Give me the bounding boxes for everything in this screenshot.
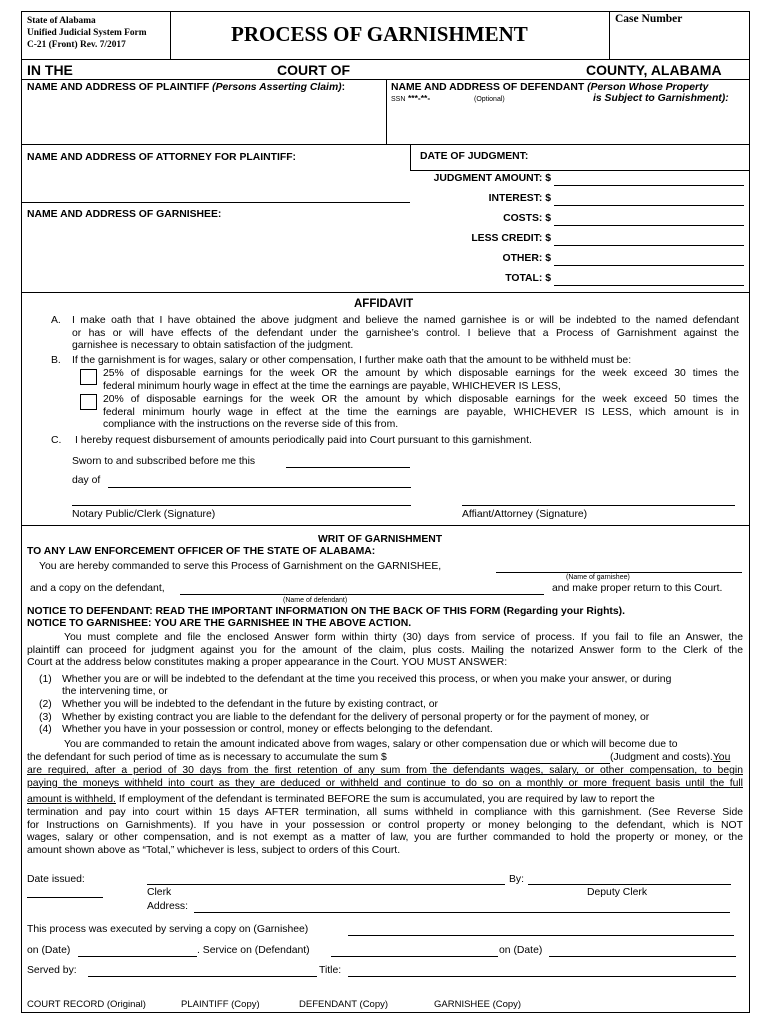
- answer-item-4-num: (4): [39, 724, 52, 735]
- court-of-label: COURT OF: [277, 62, 351, 78]
- total-label: TOTAL: $: [505, 273, 551, 284]
- title-input[interactable]: [348, 976, 736, 977]
- party-divider: [386, 79, 387, 144]
- plaintiff-label: NAME AND ADDRESS OF PLAINTIFF (Persons Asserting Claim):: [27, 82, 346, 93]
- service-defendant-label: . Service on (Defendant): [197, 945, 310, 956]
- option-25-text: [103, 368, 739, 393]
- deputy-clerk-label: Deputy Clerk: [587, 887, 648, 898]
- deputy-signature-line[interactable]: [528, 884, 731, 885]
- clerk-signature-line[interactable]: [147, 884, 505, 885]
- served-by-label: Served by:: [27, 965, 77, 976]
- notice-to-defendant: NOTICE TO DEFENDANT: READ THE IMPORTANT INFORMATION ON THE BACK OF THIS FORM (Regarding your Rights).: [27, 606, 626, 617]
- amount-divider: [410, 144, 411, 170]
- form-number: C-21 (Front) Rev. 7/2017: [27, 40, 126, 50]
- other-input[interactable]: [554, 265, 744, 266]
- date-of-judgment-input[interactable]: [545, 148, 745, 164]
- judgment-amount-input[interactable]: [554, 185, 744, 186]
- defendant-name-input[interactable]: [180, 594, 544, 595]
- less-credit-label: LESS CREDIT: $: [471, 233, 551, 244]
- affidavit-a-line-1: I make oath that I have obtained the above judgment and believe the named garnishee is or will be indebted to the named defendant: [72, 315, 739, 326]
- ssn-optional: (Optional): [474, 96, 505, 103]
- option-20-line-2: federal minimum hourly wage in effect at the time the earnings are payable, WHICHEVER IS LESS, which amount is in: [103, 406, 739, 418]
- affiant-signature-label: Affiant/Attorney (Signature): [462, 509, 588, 520]
- retain-rest-line-3: wages, salary or other compensation, and is not exempt as a matter of law, you are further commanded to hold the property or money, or the: [27, 832, 743, 844]
- attorney-rule: [21, 202, 410, 203]
- retain-paragraph-rest: [27, 807, 743, 857]
- other-label: OTHER: $: [502, 253, 551, 264]
- judgment-costs-input[interactable]: [430, 763, 610, 764]
- copy-garnishee: GARNISHEE (Copy): [434, 999, 522, 1010]
- garnishee-name-input[interactable]: [496, 572, 742, 573]
- answer-item-2-text: Whether you will be indebted to the defendant in the future by existing contract, or: [62, 699, 439, 710]
- by-label: By:: [509, 874, 525, 885]
- day-of-text: day of: [72, 475, 101, 486]
- garnishee-input[interactable]: [25, 222, 405, 288]
- copy-defendant: DEFENDANT (Copy): [299, 999, 389, 1010]
- copy-on-text: and a copy on the defendant,: [30, 583, 165, 594]
- answer-paragraph: [27, 632, 743, 670]
- on-date-2-label: on (Date): [499, 945, 543, 956]
- answer-item-1-cont: the intervening time, or: [62, 686, 168, 697]
- system-name: Unified Judicial System Form: [27, 28, 147, 38]
- name-of-garnishee-caption: (Name of garnishee): [566, 574, 630, 581]
- option-25-checkbox[interactable]: [80, 369, 97, 385]
- county-label: COUNTY, ALABAMA: [586, 62, 722, 78]
- affidavit-b-text: If the garnishment is for wages, salary or other compensation, I further make oath that the amount to be withheld must be:: [72, 355, 632, 366]
- judgment-and-costs: (Judgment and costs).You: [610, 752, 731, 763]
- total-input[interactable]: [554, 285, 744, 286]
- address-input[interactable]: [194, 912, 730, 913]
- option-20-line-3: compliance with the instructions on the reverse side of this from.: [103, 419, 399, 431]
- costs-input[interactable]: [554, 225, 744, 226]
- writ-addressee: TO ANY LAW ENFORCEMENT OFFICER OF THE STATE OF ALABAMA:: [27, 546, 376, 557]
- on-date-input[interactable]: [78, 956, 197, 957]
- copy-plaintiff: PLAINTIFF (Copy): [181, 999, 260, 1010]
- defendant-label: NAME AND ADDRESS OF DEFENDANT (Person Whose Property: [391, 82, 709, 93]
- judgment-date-rule: [410, 170, 750, 171]
- copy-court-record: COURT RECORD (Original): [27, 999, 146, 1010]
- jurisdiction: State of Alabama: [27, 16, 96, 26]
- sworn-text: Sworn to and subscribed before me this: [72, 456, 256, 467]
- header-divider-2: [609, 11, 610, 59]
- retain-paragraph-line-2: the defendant for such period of time as is necessary to accumulate the sum $: [27, 752, 387, 763]
- attorney-input[interactable]: [25, 166, 405, 200]
- ssn-label: SSN: [391, 96, 406, 103]
- retain-rest-line-2: for Instructions on Garnishments). If you have in your possession or control property or money belonging to the defendant, which is NOT: [27, 819, 743, 831]
- retain-paragraph-line-5: amount is withheld. If employment of the defendant is terminated BEFORE the sum is accumulated, you are required by law to report the: [27, 794, 655, 805]
- day-of-input[interactable]: [108, 487, 411, 488]
- affidavit-a-line-2: or has or will have effects of the defendant under the garnishee’s control. I believe that a Process of Garnishment against the: [72, 327, 739, 339]
- plaintiff-input[interactable]: [25, 96, 383, 142]
- affidavit-a-marker: A.: [51, 315, 61, 326]
- sworn-day-input[interactable]: [286, 467, 410, 468]
- answer-line-2: plaintiff can proceed for judgment against you for the amount of the claim, plus costs. Mailing the notarized Answer form to the Clerk of the: [27, 644, 743, 656]
- affidavit-top-rule: [21, 292, 750, 293]
- date-issued-input[interactable]: [27, 897, 103, 898]
- party-bottom-rule: [21, 144, 750, 145]
- in-the-label: IN THE: [27, 62, 73, 78]
- page-title: PROCESS OF GARNISHMENT: [231, 22, 528, 46]
- retain-underlined-line-1: are required, after a period of 30 days from the first retention of any sum from the defendants wages, salary, or other compensation, to begin: [27, 765, 743, 776]
- affidavit-b-marker: B.: [51, 355, 61, 366]
- writ-title: WRIT OF GARNISHMENT: [318, 534, 443, 545]
- less-credit-input[interactable]: [554, 245, 744, 246]
- interest-label: INTEREST: $: [488, 193, 551, 204]
- interest-input[interactable]: [554, 205, 744, 206]
- option-25-line-2: federal minimum hourly wage in effect at the time the earnings are payable, WHICHEVER IS LESS,: [103, 380, 561, 392]
- option-20-text: [103, 394, 739, 432]
- retain-underlined-line-2: paying the moneys withheld into court as they are deduced or withheld and continue to do so on a monthly or more frequent basis until the full: [27, 777, 743, 789]
- answer-item-4-text: Whether you have in your possession or control, money or effects belonging to the defendant.: [62, 724, 493, 735]
- notary-signature-label: Notary Public/Clerk (Signature): [72, 509, 216, 520]
- on-date-2-input[interactable]: [549, 956, 736, 957]
- served-by-input[interactable]: [88, 976, 317, 977]
- costs-label: COSTS: $: [503, 213, 551, 224]
- affidavit-a-line-3: garnishee is necessary to obtain satisfaction of the judgment.: [72, 340, 354, 352]
- retain-rest-line-1: termination and pay into court within 15 days AFTER termination, all sums withheld in compliance with this garnishment. (See Reverse Side: [27, 807, 743, 818]
- answer-line-1: You must complete and file the enclosed Answer form within thirty (30) days from service of process. If you fail to file an Answer, the: [64, 632, 743, 643]
- make-return-text: and make proper return to this Court.: [552, 583, 723, 594]
- date-issued-label: Date issued:: [27, 874, 85, 885]
- judgment-amount-label: JUDGMENT AMOUNT: $: [433, 173, 551, 184]
- affidavit-c-marker: C.: [51, 435, 62, 446]
- option-20-checkbox[interactable]: [80, 394, 97, 410]
- answer-line-3: Court at the address below constitutes making a proper appearance in the Court. YOU MUST ANSWER:: [27, 657, 508, 669]
- affidavit-c-text: I hereby request disbursement of amounts periodically paid into Court pursuant to this garnishment.: [75, 435, 532, 446]
- ssn-value: ***-**-: [408, 93, 431, 103]
- garnishee-label: NAME AND ADDRESS OF GARNISHEE:: [27, 209, 222, 220]
- option-25-line-1: 25% of disposable earnings for the week OR the amount by which disposable earnings for the week exceed 30 times the: [103, 368, 739, 379]
- address-label: Address:: [147, 901, 189, 912]
- date-of-judgment-label: DATE OF JUDGMENT:: [420, 151, 529, 162]
- affidavit-a-text: [72, 315, 739, 353]
- executed-garnishee-input[interactable]: [348, 935, 734, 936]
- affiant-signature-line[interactable]: [462, 505, 735, 506]
- case-number-label: Case Number: [615, 13, 683, 25]
- notary-signature-line[interactable]: [72, 505, 411, 506]
- case-number-input[interactable]: [612, 28, 747, 56]
- retain-paragraph-underlined: [27, 765, 743, 790]
- writ-commanded: You are hereby commanded to serve this Process of Garnishment on the GARNISHEE,: [39, 561, 442, 572]
- retain-paragraph-line-1: You are commanded to retain the amount indicated above from wages, salary or other compensation due or which will become due to: [64, 739, 678, 750]
- attorney-label: NAME AND ADDRESS OF ATTORNEY FOR PLAINTIFF:: [27, 152, 296, 163]
- retain-rest-line-4: amount shown above as “Total,” whichever is less, subject to orders of this Court.: [27, 844, 401, 856]
- answer-item-3-num: (3): [39, 712, 52, 723]
- defendant-note: is Subject to Garnishment):: [593, 93, 729, 104]
- header-bottom-rule: [21, 59, 750, 60]
- clerk-label: Clerk: [147, 887, 172, 898]
- name-of-defendant-caption: (Name of defendant): [283, 597, 348, 604]
- answer-item-3-text: Whether by existing contract you are liable to the defendant for the delivery of personal property or for the payment of money, or: [62, 712, 650, 723]
- answer-item-2-num: (2): [39, 699, 52, 710]
- affidavit-title: AFFIDAVIT: [354, 298, 414, 310]
- writ-top-rule: [21, 525, 750, 526]
- executed-label: This process was executed by serving a copy on (Garnishee): [27, 924, 309, 935]
- defendant-input[interactable]: [390, 106, 746, 142]
- service-defendant-input[interactable]: [331, 956, 498, 957]
- on-date-label: on (Date): [27, 945, 71, 956]
- option-20-line-1: 20% of disposable earnings for the week OR the amount by which disposable earnings for the week exceed 50 times the: [103, 394, 739, 405]
- header-divider-1: [170, 11, 171, 59]
- answer-item-1-text: Whether you are or will be indebted to the defendant at the time you received this process, or when you make your answer, or during: [62, 674, 672, 685]
- answer-item-1-num: (1): [39, 674, 52, 685]
- title-label: Title:: [319, 965, 342, 976]
- notice-to-garnishee: NOTICE TO GARNISHEE: YOU ARE THE GARNISHEE IN THE ABOVE ACTION.: [27, 618, 412, 629]
